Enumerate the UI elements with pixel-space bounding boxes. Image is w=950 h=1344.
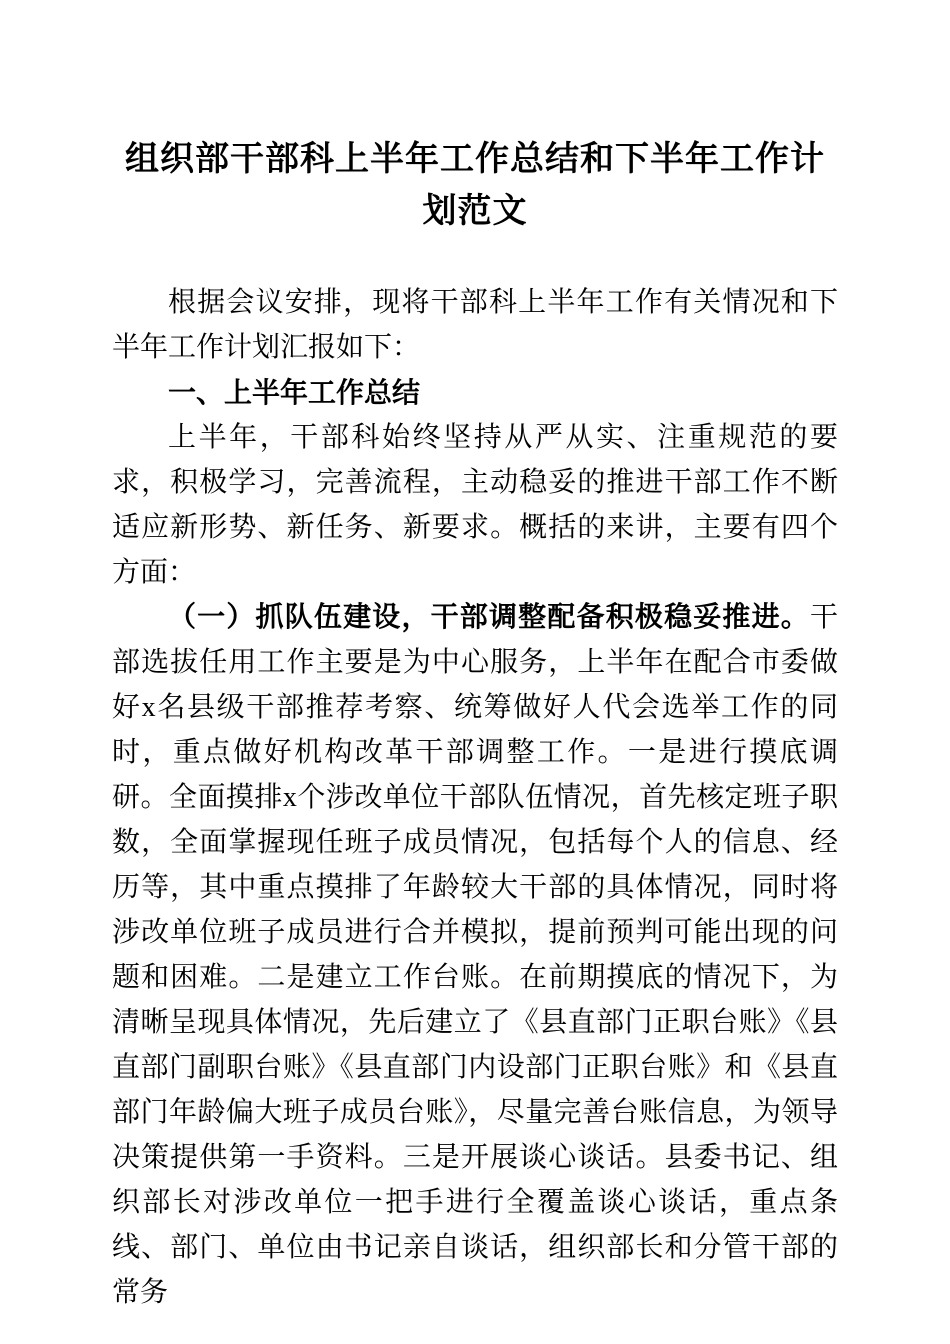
point1-lead-in: （一）抓队伍建设，干部调整配备积极稳妥推进。 (168, 602, 810, 633)
section1-overview-paragraph: 上半年，干部科始终坚持从严从实、注重规范的要求，积极学习，完善流程，主动稳妥的推进干部工作不断适应新形势、新任务、新要求。概括的来讲，主要有四个方面： (112, 422, 838, 588)
point1-paragraph (112, 595, 838, 1315)
intro-paragraph: 根据会议安排，现将干部科上半年工作有关情况和下半年工作计划汇报如下： (112, 287, 838, 363)
document-title: 组织部干部科上半年工作总结和下半年工作计划范文 (125, 141, 825, 230)
point1-body-text: 干部选拔任用工作主要是为中心服务，上半年在配合市委做好x名县级干部推荐考察、统筹做好人代会选举工作的同时，重点做好机构改革干部调整工作。一是进行摸底调研。全面摸排x个涉改单位干部队伍情况，首先核定班子职数，全面掌握现任班子成员情况，包括每个人的信息、经历等，其中重点摸排了年龄较大干部的具体情况，同时将涉改单位班子成员进行合并模拟，提前预判可能出现的问题和困难。二是建立工作台账。在前期摸底的情况下，为清晰呈现具体情况，先后建立了《县直部门正职台账》《县直部门副职台账》《县直部门内设部门正职台账》和《县直部门年龄偏大班子成员台账》，尽量完善台账信息，为领导决策提供第一手资料。三是开展谈心谈话。县委书记、组织部长对涉改单位一把手进行全覆盖谈心谈话，重点条线、部门、单位由书记亲自谈话，组织部长和分管干部的常务 (112, 602, 838, 1308)
section1-heading: 一、上半年工作总结 (168, 377, 421, 408)
